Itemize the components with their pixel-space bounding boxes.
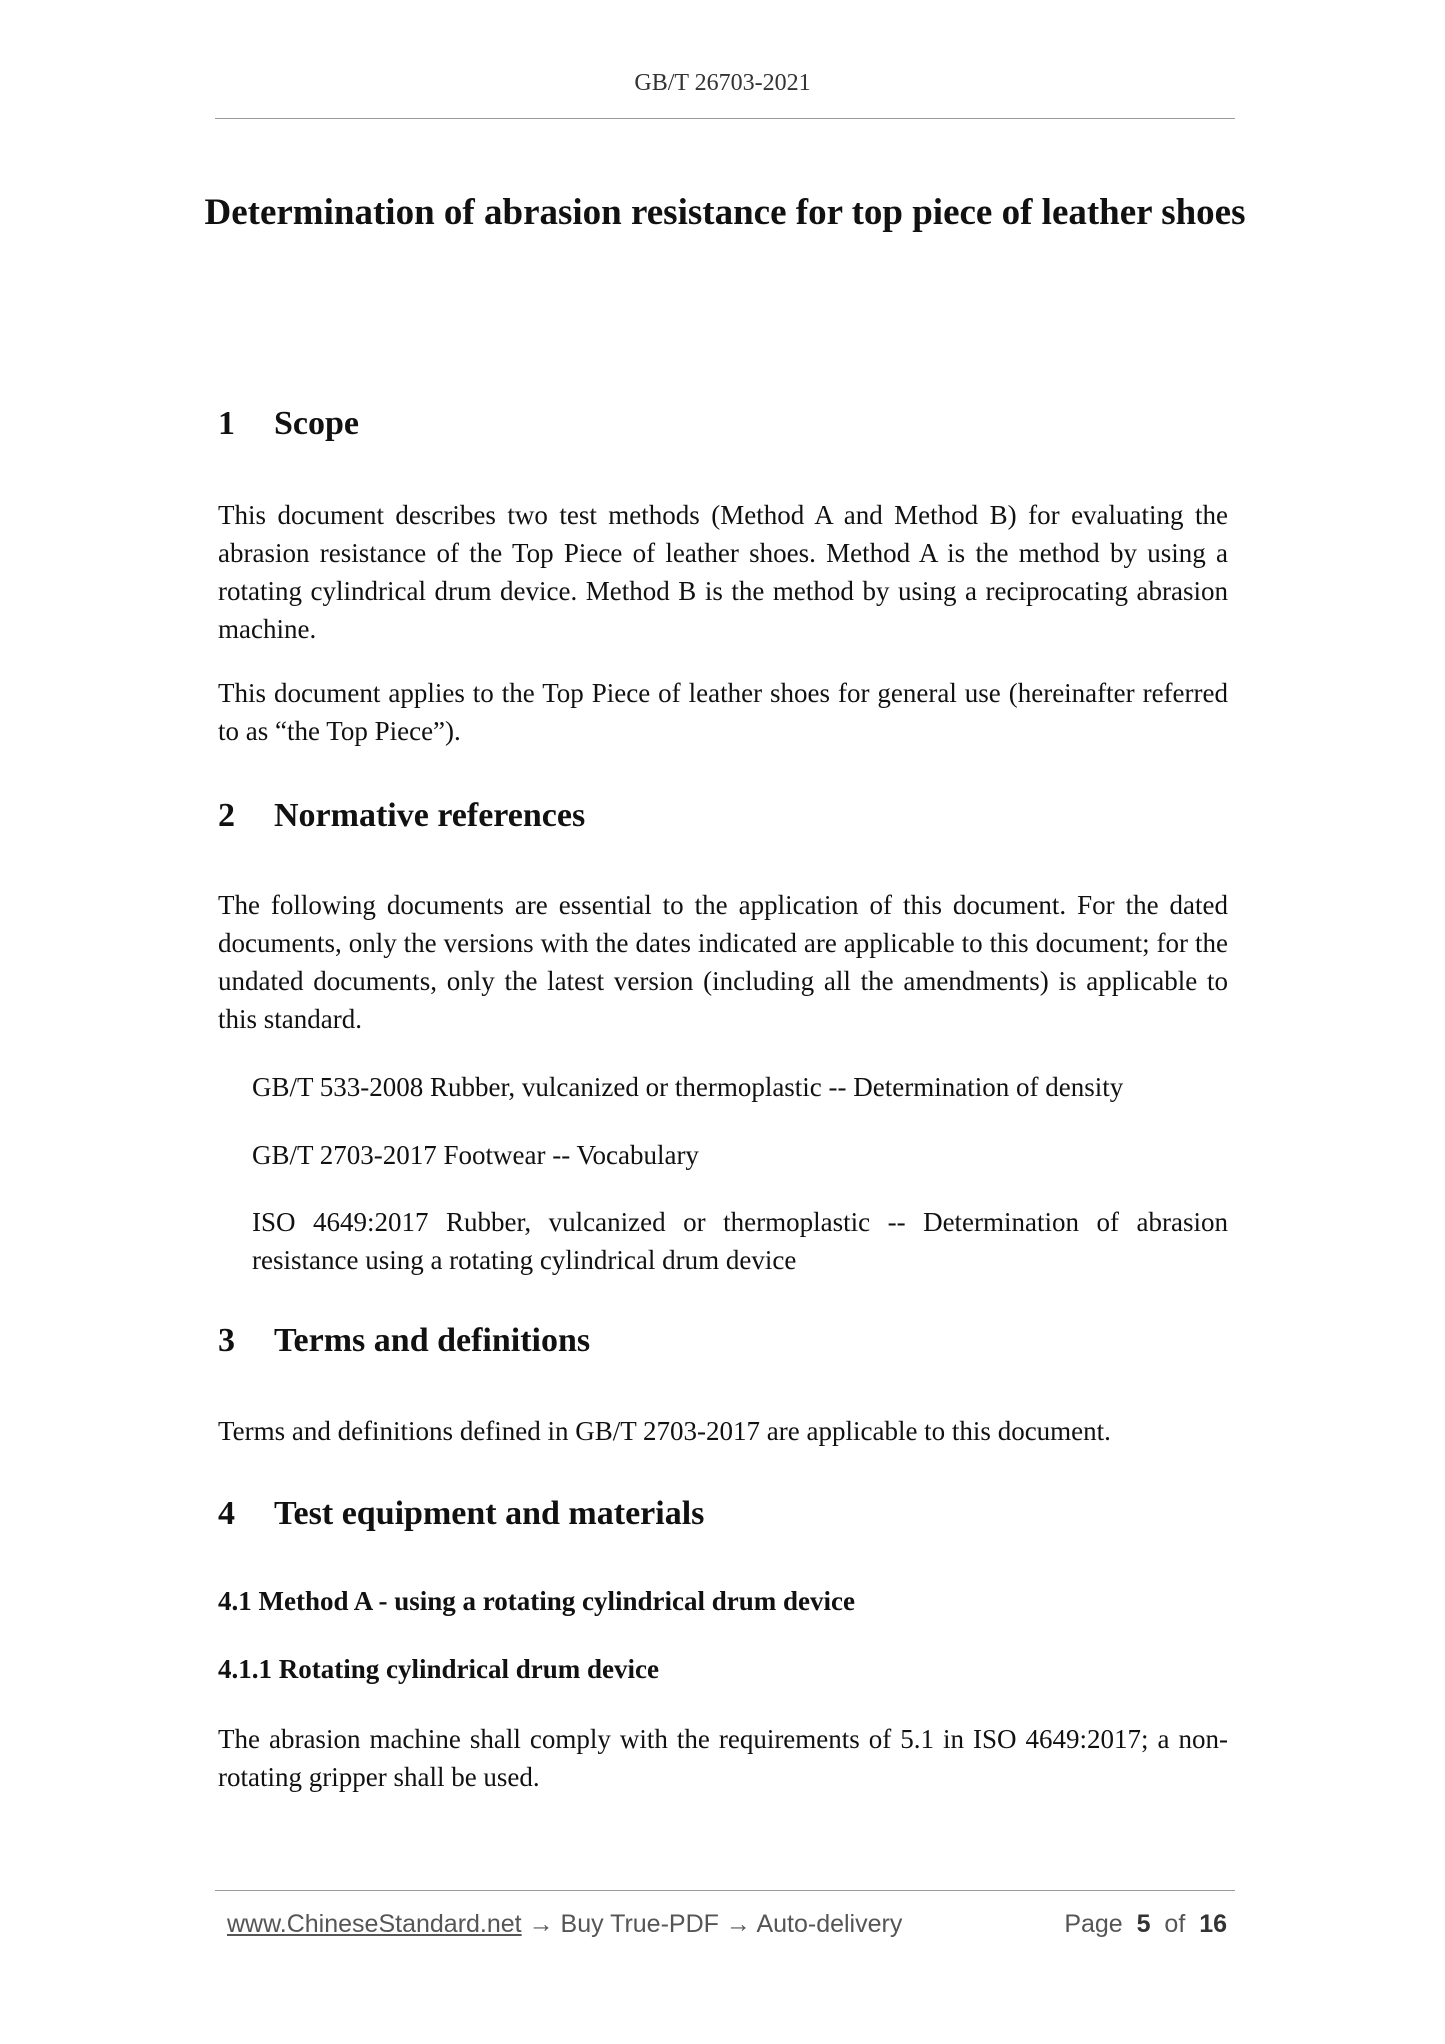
- scope-paragraph-1: This document describes two test methods (Method A and Method B) for evaluating the abrasion resistance of the Top Piece of leather shoes. Method A is the method by using a rotating cylindrical drum device. Method B is the method by using a reciprocating abrasion machine.: [218, 500, 1228, 644]
- current-page: 5: [1136, 1910, 1151, 1938]
- auto-delivery-text: Auto-delivery: [756, 1910, 903, 1938]
- reference-item: GB/T 2703-2017 Footwear -- Vocabulary: [252, 1140, 699, 1170]
- terms-paragraph: Terms and definitions defined in GB/T 2703-2017 are applicable to this document.: [218, 1416, 1111, 1446]
- running-header: GB/T 26703-2021: [634, 70, 811, 96]
- document-title: Determination of abrasion resistance for top piece of leather shoes: [204, 192, 1246, 233]
- section-1-heading: [218, 405, 359, 443]
- section-title: Scope: [274, 405, 359, 442]
- subsection-4-1-heading: 4.1 Method A - using a rotating cylindrical drum device: [218, 1586, 856, 1616]
- scope-paragraph-2: This document applies to the Top Piece of leather shoes for general use (hereinafter referred to as “the Top Piece”).: [218, 678, 1228, 746]
- section-3-heading: [218, 1322, 590, 1360]
- section-title: Test equipment and materials: [274, 1495, 705, 1532]
- footer-divider: [215, 1890, 1235, 1891]
- page-of-label: of: [1164, 1910, 1186, 1938]
- header-divider: [215, 118, 1235, 119]
- section-number: 4: [218, 1495, 235, 1532]
- section-number: 2: [218, 797, 235, 834]
- section-title: Normative references: [274, 797, 586, 834]
- website-link[interactable]: www.ChineseStandard.net: [227, 1910, 522, 1938]
- subsection-4-1-1-heading: 4.1.1 Rotating cylindrical drum device: [218, 1654, 659, 1684]
- arrow-right-icon: →: [528, 1910, 554, 1938]
- equipment-paragraph: The abrasion machine shall comply with the requirements of 5.1 in ISO 4649:2017; a non-rotating gripper shall be used.: [218, 1724, 1228, 1792]
- page-label: Page: [1064, 1910, 1123, 1938]
- reference-item: ISO 4649:2017 Rubber, vulcanized or thermoplastic -- Determination of abrasion resistance using a rotating cylindrical drum device: [252, 1207, 1228, 1275]
- normative-paragraph: The following documents are essential to the application of this document. For the dated documents, only the versions with the dates indicated are applicable to this document; for the undated documents, only the latest version (including all the amendments) is applicable to this standard.: [218, 890, 1228, 1034]
- page-footer: [227, 1910, 1227, 1946]
- reference-item: GB/T 533-2008 Rubber, vulcanized or thermoplastic -- Determination of density: [252, 1072, 1124, 1102]
- section-4-heading: [218, 1495, 704, 1533]
- arrow-right-icon: →: [725, 1910, 751, 1938]
- section-number: 1: [218, 405, 235, 442]
- section-2-heading: [218, 797, 585, 835]
- total-pages: 16: [1199, 1910, 1227, 1938]
- section-title: Terms and definitions: [274, 1322, 591, 1359]
- page-number: [1064, 1910, 1227, 1939]
- buy-pdf-text: Buy True-PDF: [560, 1910, 719, 1938]
- section-number: 3: [218, 1322, 235, 1359]
